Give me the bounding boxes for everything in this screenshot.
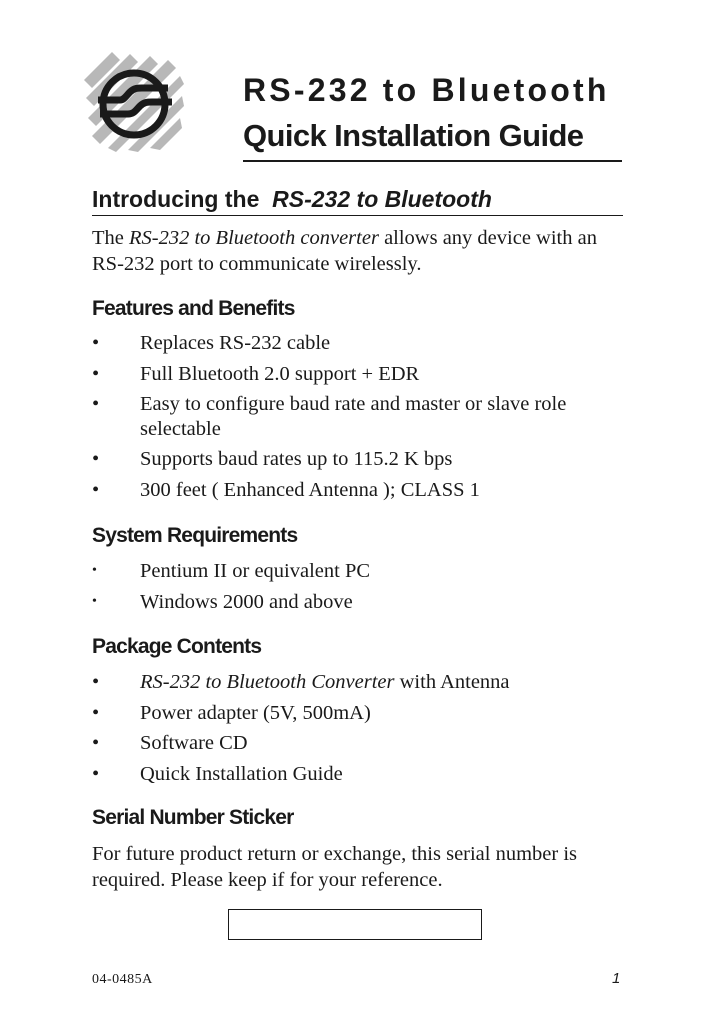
list-item-text: Software CD (140, 732, 248, 754)
bullet: • (92, 362, 100, 385)
list-item (92, 701, 632, 726)
package-item-product: RS-232 to Bluetooth Converter (140, 671, 395, 693)
bullet: • (92, 448, 100, 470)
package-item-rest: with Antenna (394, 671, 510, 693)
package-list (92, 670, 632, 792)
intro-text-the: The (92, 227, 129, 249)
intro-heading (92, 183, 623, 216)
list-item-text: Supports baud rates up to 115.2 K bps (140, 448, 453, 470)
list-item-text: Easy to configure baud rate and master or slave role selectable (140, 393, 567, 440)
bullet: • (92, 478, 100, 501)
intro-text-product: RS-232 to Bluetooth converter (129, 227, 379, 249)
list-item (92, 670, 632, 695)
list-item (92, 331, 632, 356)
bullet: • (92, 393, 100, 415)
intro-text-rest: allows any device with an RS-232 port to communicate wirelessly. (92, 227, 597, 275)
list-item-text: 300 feet ( Enhanced Antenna ); CLASS 1 (140, 478, 480, 501)
bullet: • (92, 671, 100, 693)
intro-paragraph (92, 226, 632, 277)
intro-heading-product: RS-232 to Bluetooth (272, 186, 492, 212)
requirements-heading: System Requirements (92, 524, 298, 547)
requirements-list (92, 559, 632, 620)
list-item (92, 731, 632, 756)
title-line-1: RS-232 to Bluetooth (243, 72, 610, 108)
list-item (92, 559, 632, 584)
list-item (92, 447, 632, 472)
intro-heading-prefix: Introducing the (92, 186, 260, 212)
package-heading: Package Contents (92, 635, 262, 658)
bullet: • (92, 732, 100, 754)
siig-logo-icon (84, 52, 184, 152)
bullet: • (92, 762, 100, 785)
bullet: • (92, 701, 100, 724)
features-heading: Features and Benefits (92, 297, 295, 320)
serial-number-box (228, 909, 482, 940)
list-item (92, 590, 632, 615)
list-item-text: Pentium II or equivalent PC (140, 560, 371, 582)
document-number: 04-0485A (92, 972, 153, 987)
bullet: • (92, 593, 97, 609)
title-line-2: Quick Installation Guide (243, 116, 622, 162)
page-number: 1 (612, 970, 621, 987)
bullet: • (92, 563, 97, 578)
list-item-text: Quick Installation Guide (140, 762, 343, 785)
serial-heading: Serial Number Sticker (92, 806, 294, 829)
bullet: • (92, 332, 100, 354)
list-item-text: Windows 2000 and above (140, 590, 353, 613)
list-item (92, 362, 632, 387)
list-item (92, 762, 632, 787)
list-item-text: Full Bluetooth 2.0 support + EDR (140, 362, 420, 385)
list-item-text: Power adapter (5V, 500mA) (140, 701, 371, 724)
list-item (92, 392, 632, 441)
serial-paragraph: For future product return or exchange, this serial number is required. Please keep if for your reference. (92, 843, 578, 891)
features-list (92, 331, 632, 508)
list-item-text: Replaces RS-232 cable (140, 332, 331, 354)
list-item (92, 478, 632, 503)
